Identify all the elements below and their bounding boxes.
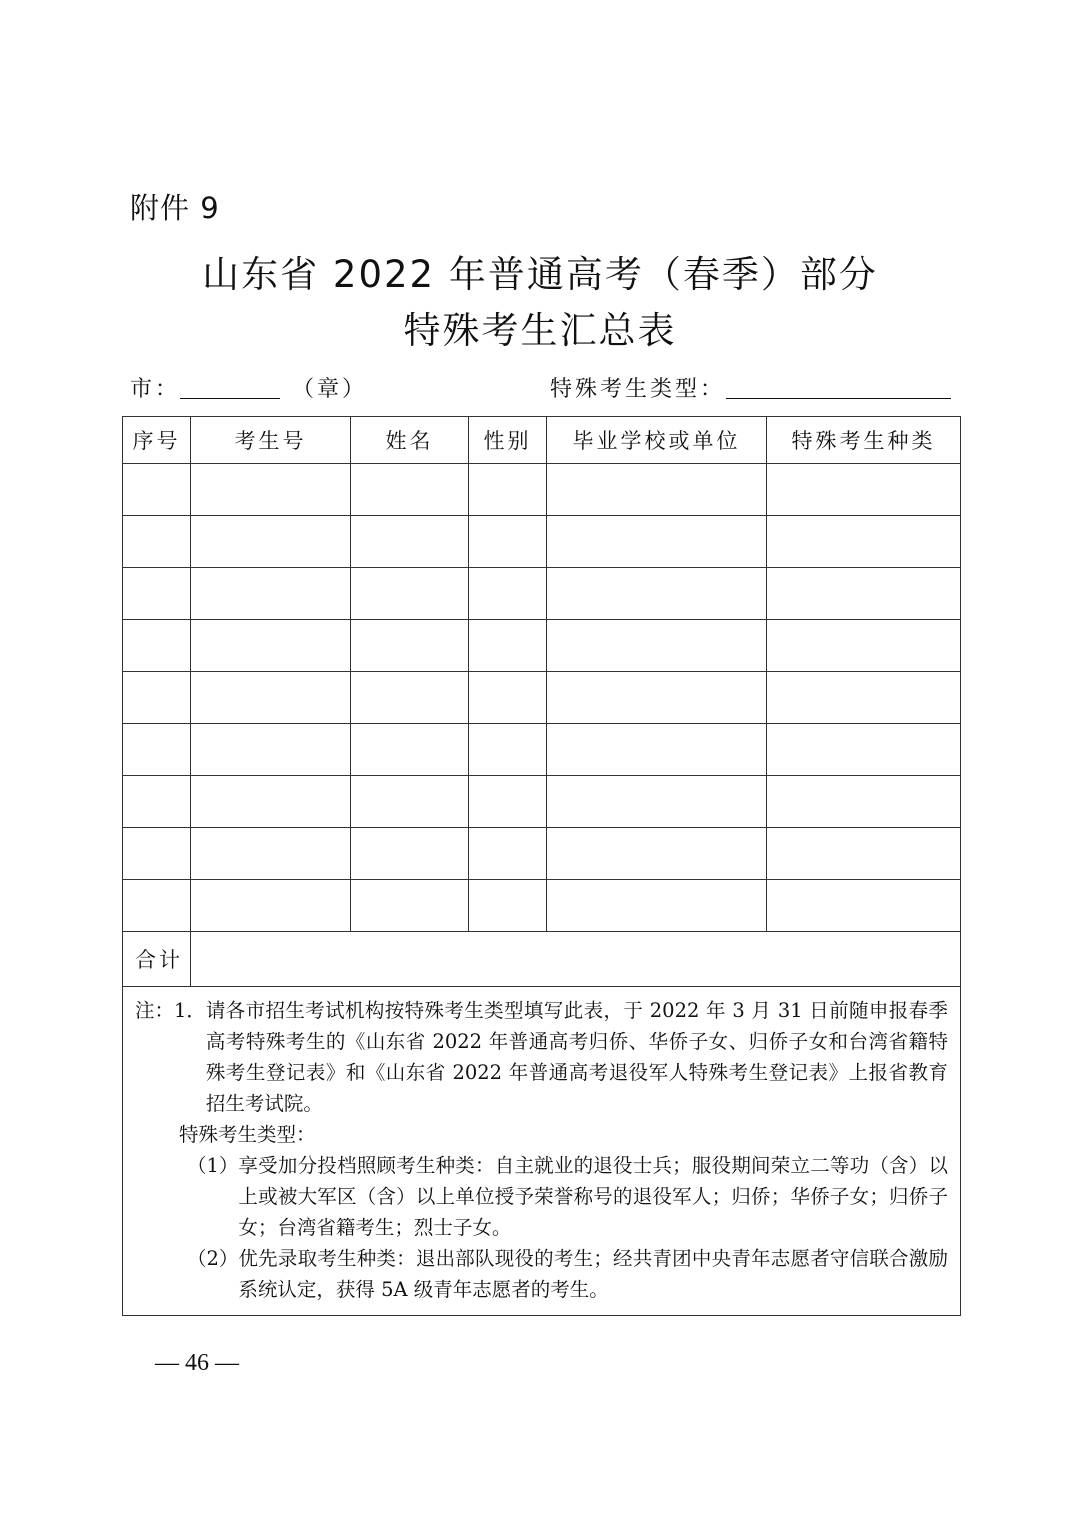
cell-gender[interactable] — [469, 516, 547, 568]
cell-name[interactable] — [351, 620, 469, 672]
cell-exam-number[interactable] — [191, 620, 351, 672]
table-row — [123, 568, 961, 620]
cell-exam-number[interactable] — [191, 880, 351, 932]
note-subitem-1 — [135, 1150, 948, 1243]
cell-gender[interactable] — [469, 620, 547, 672]
cell-index[interactable] — [123, 776, 191, 828]
cell-index[interactable] — [123, 516, 191, 568]
note-subitem-2-text: 优先录取考生种类：退出部队现役的考生；经共青团中央青年志愿者守信联合激励系统认定，获得 5A 级青年志愿者的考生。 — [238, 1247, 948, 1301]
note-prefix: 注：1． — [135, 999, 206, 1022]
note-types-heading: 特殊考生类型： — [179, 1123, 316, 1146]
cell-name[interactable] — [351, 672, 469, 724]
cell-gender[interactable] — [469, 880, 547, 932]
cell-special-category[interactable] — [767, 516, 961, 568]
special-type-blank-line[interactable] — [726, 398, 951, 399]
cell-gender[interactable] — [469, 724, 547, 776]
cell-gender[interactable] — [469, 568, 547, 620]
summary-table — [122, 416, 961, 1316]
note-subitem-2 — [135, 1243, 948, 1305]
cell-name[interactable] — [351, 880, 469, 932]
header-index: 序号 — [123, 417, 191, 464]
cell-index[interactable] — [123, 672, 191, 724]
cell-name[interactable] — [351, 464, 469, 516]
cell-index[interactable] — [123, 620, 191, 672]
cell-exam-number[interactable] — [191, 828, 351, 880]
note-subitem-1-number: （1） — [187, 1154, 239, 1177]
cell-special-category[interactable] — [767, 724, 961, 776]
header-school: 毕业学校或单位 — [547, 417, 767, 464]
cell-special-category[interactable] — [767, 568, 961, 620]
cell-school[interactable] — [547, 464, 767, 516]
cell-exam-number[interactable] — [191, 568, 351, 620]
cell-school[interactable] — [547, 828, 767, 880]
cell-exam-number[interactable] — [191, 724, 351, 776]
cell-special-category[interactable] — [767, 828, 961, 880]
total-label: 合计 — [123, 932, 191, 987]
table-row — [123, 776, 961, 828]
cell-exam-number[interactable] — [191, 672, 351, 724]
header-name: 姓名 — [351, 417, 469, 464]
cell-gender[interactable] — [469, 464, 547, 516]
cell-school[interactable] — [547, 880, 767, 932]
document-title-line1: 山东省 2022 年普通高考（春季）部分 — [202, 253, 878, 296]
cell-index[interactable] — [123, 880, 191, 932]
note-subitem-2-number: （2） — [187, 1247, 239, 1270]
seal-label: （章） — [292, 377, 368, 402]
cell-exam-number[interactable] — [191, 776, 351, 828]
cell-name[interactable] — [351, 828, 469, 880]
cell-special-category[interactable] — [767, 880, 961, 932]
cell-gender[interactable] — [469, 828, 547, 880]
table-row — [123, 672, 961, 724]
cell-exam-number[interactable] — [191, 464, 351, 516]
attachment-label: 附件 9 — [130, 191, 220, 225]
cell-special-category[interactable] — [767, 672, 961, 724]
cell-name[interactable] — [351, 724, 469, 776]
notes-cell — [123, 987, 961, 1316]
cell-name[interactable] — [351, 516, 469, 568]
cell-special-category[interactable] — [767, 776, 961, 828]
cell-exam-number[interactable] — [191, 516, 351, 568]
total-value-cell[interactable] — [191, 932, 961, 987]
city-blank-line[interactable] — [180, 398, 280, 399]
cell-index[interactable] — [123, 464, 191, 516]
cell-gender[interactable] — [469, 776, 547, 828]
notes-row — [123, 987, 961, 1316]
cell-school[interactable] — [547, 516, 767, 568]
table-row — [123, 620, 961, 672]
header-exam-number: 考生号 — [191, 417, 351, 464]
table-row — [123, 724, 961, 776]
table-row — [123, 516, 961, 568]
header-special-category: 特殊考生种类 — [767, 417, 961, 464]
cell-gender[interactable] — [469, 672, 547, 724]
header-gender: 性别 — [469, 417, 547, 464]
note-text-1: 请各市招生考试机构按特殊考生类型填写此表，于 2022 年 3 月 31 日前随申报春季高考特殊考生的《山东省 2022 年普通高考归侨、华侨子女、归侨子女和台湾省籍特殊考生登记表》和《山东省 2022 年普通高考退役军人特殊考生登记表》上报省教育招生考试院。 — [205, 999, 948, 1115]
cell-school[interactable] — [547, 672, 767, 724]
cell-index[interactable] — [123, 568, 191, 620]
cell-school[interactable] — [547, 724, 767, 776]
page-number: — 46 — — [155, 1350, 239, 1376]
table-header-row — [123, 417, 961, 464]
document-title-line2: 特殊考生汇总表 — [403, 309, 677, 352]
note-subitem-1-text: 享受加分投档照顾考生种类：自主就业的退役士兵；服役期间荣立二等功（含）以上或被大军区（含）以上单位授予荣誉称号的退役军人；归侨；华侨子女；归侨子女；台湾省籍考生；烈士子女。 — [238, 1154, 948, 1239]
cell-index[interactable] — [123, 828, 191, 880]
table-row — [123, 828, 961, 880]
table-row — [123, 880, 961, 932]
cell-special-category[interactable] — [767, 464, 961, 516]
cell-index[interactable] — [123, 724, 191, 776]
note-item-1 — [135, 995, 948, 1119]
special-type-label: 特殊考生类型： — [550, 377, 726, 402]
table-row — [123, 464, 961, 516]
cell-name[interactable] — [351, 776, 469, 828]
cell-school[interactable] — [547, 568, 767, 620]
cell-school[interactable] — [547, 776, 767, 828]
cell-school[interactable] — [547, 620, 767, 672]
cell-special-category[interactable] — [767, 620, 961, 672]
cell-name[interactable] — [351, 568, 469, 620]
total-row — [123, 932, 961, 987]
city-label: 市： — [130, 377, 181, 402]
